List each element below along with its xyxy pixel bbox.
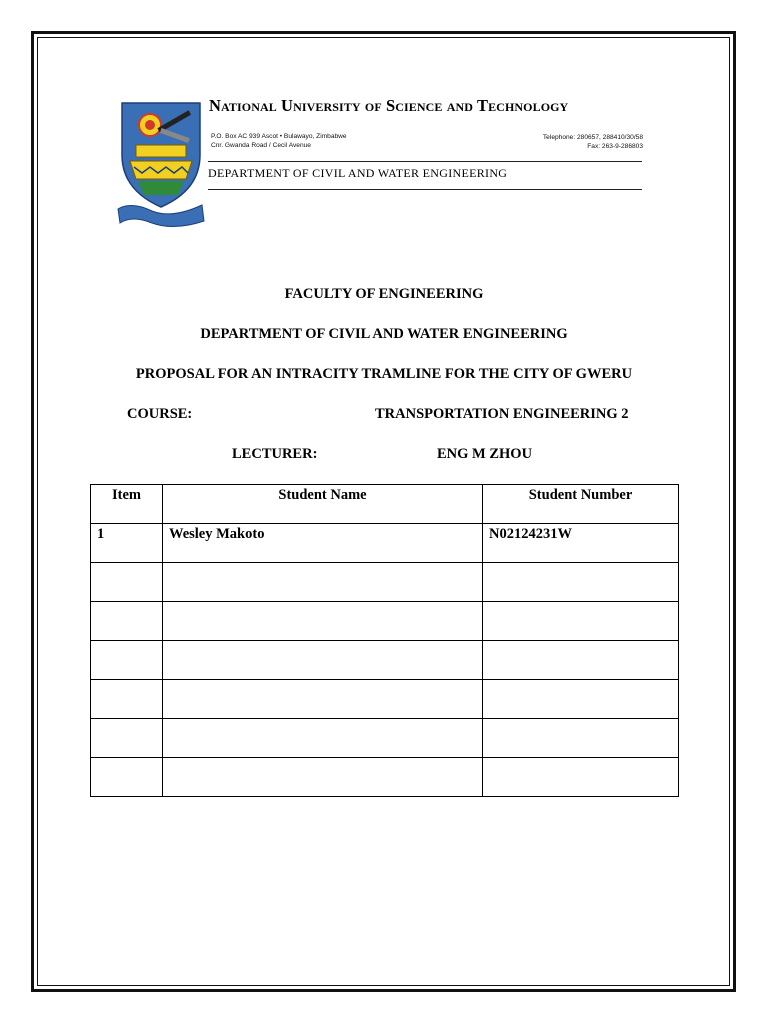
cell-item (91, 563, 163, 602)
cell-student-number: N02124231W (483, 524, 679, 563)
student-table (90, 484, 679, 797)
header-item: Item (91, 485, 163, 524)
telephone: Telephone: 280657, 288410/30/58 (542, 134, 643, 141)
cell-student-name (163, 563, 483, 602)
cell-student-name (163, 758, 483, 797)
university-name: National University of Science and Technology (209, 96, 569, 115)
cell-item (91, 680, 163, 719)
cell-student-name: Wesley Makoto (163, 524, 483, 563)
table-row (91, 563, 679, 602)
cell-student-number (483, 680, 679, 719)
cell-item (91, 758, 163, 797)
lecturer-value: ENG M ZHOU (437, 446, 533, 462)
cell-student-number (483, 758, 679, 797)
course-label: COURSE: (127, 406, 193, 422)
address-line-2: Cnr. Gwanda Road / Cecil Avenue (211, 142, 311, 149)
cell-student-number (483, 563, 679, 602)
cell-student-number (483, 719, 679, 758)
table-header-row (91, 485, 679, 524)
letterhead-rule-bottom (208, 189, 642, 190)
table-row (91, 524, 679, 563)
cell-student-name (163, 680, 483, 719)
cell-item: 1 (91, 524, 163, 563)
cell-student-name (163, 719, 483, 758)
fax: Fax: 263-9-286803 (587, 143, 643, 150)
address-line-1: P.O. Box AC 939 Ascot • Bulawayo, Zimbabwe (211, 133, 347, 140)
cell-student-number (483, 641, 679, 680)
proposal-title: PROPOSAL FOR AN INTRACITY TRAMLINE FOR THE CITY OF GWERU (135, 366, 633, 382)
cell-item (91, 641, 163, 680)
header-student-number: Student Number (483, 485, 679, 524)
university-crest-icon (112, 95, 210, 230)
table-row (91, 641, 679, 680)
cell-student-name (163, 602, 483, 641)
course-value: TRANSPORTATION ENGINEERING 2 (375, 406, 629, 422)
letterhead-rule-top (208, 161, 642, 162)
faculty-heading: FACULTY OF ENGINEERING (284, 286, 484, 302)
table-row (91, 719, 679, 758)
table-row (91, 680, 679, 719)
cell-student-number (483, 602, 679, 641)
lecturer-label: LECTURER: (232, 446, 318, 462)
department-heading: DEPARTMENT OF CIVIL AND WATER ENGINEERING (200, 326, 568, 342)
cell-item (91, 719, 163, 758)
cell-student-name (163, 641, 483, 680)
cell-item (91, 602, 163, 641)
header-student-name: Student Name (163, 485, 483, 524)
table-row (91, 602, 679, 641)
table-row (91, 758, 679, 797)
letterhead-department: DEPARTMENT OF CIVIL AND WATER ENGINEERING (208, 166, 508, 180)
